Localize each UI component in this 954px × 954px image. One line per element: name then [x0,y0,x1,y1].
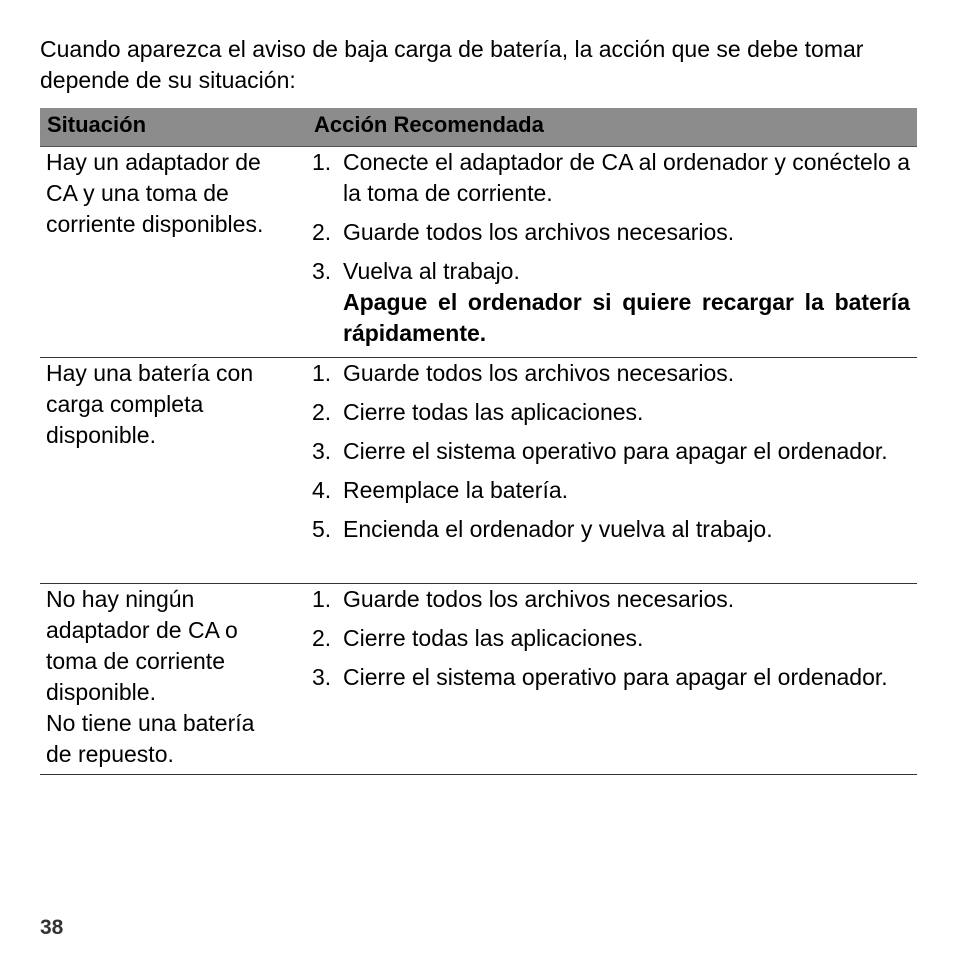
action-cell [312,584,917,774]
step-number: 1. [312,586,332,612]
intro-paragraph: Cuando aparezca el aviso de baja carga de batería, la acción que se debe tomar depende de su situación: [40,36,864,93]
step-text: Guarde todos los archivos necesarios. [343,219,735,245]
step-text: Encienda el ordenador y vuelva al trabajo. [343,516,773,542]
situation-line: adaptador de CA o [46,617,238,643]
action-step [312,584,910,615]
step-text: Guarde todos los archivos necesarios. [343,360,735,386]
step-number: 3. [312,664,332,690]
action-step [312,397,910,428]
situation-line: carga completa [46,391,204,417]
table-row [40,147,917,358]
step-number: 3. [312,438,332,464]
action-step [312,475,910,506]
step-text: Cierre todas las aplicaciones. [343,399,644,425]
step-text: Cierre todas las aplicaciones. [343,625,644,651]
situation-line: disponible. [46,679,156,705]
situation-line: No tiene una batería [46,710,255,736]
action-cell [312,147,917,357]
battery-action-table [40,108,917,775]
step-number: 3. [312,258,332,284]
step-text: Conecte el adaptador de CA al ordenador y conéctelo a la toma de corriente. [343,149,910,206]
step-number: 2. [312,625,332,651]
step-number: 2. [312,399,332,425]
action-step [312,147,910,209]
action-cell [312,358,917,583]
action-step [312,256,910,349]
situation-line: disponible. [46,422,156,448]
situation-cell [40,147,312,357]
step-note-bold: Apague el ordenador si quiere recargar la batería rápidamente. [343,289,910,346]
table-header [40,108,917,147]
page-number: 38 [40,916,64,939]
step-number: 1. [312,360,332,386]
header-situation: Situación [47,112,147,137]
table-row [40,584,917,775]
step-text: Cierre el sistema operativo para apagar el ordenador. [343,664,888,690]
step-text: Cierre el sistema operativo para apagar el ordenador. [343,438,888,464]
situation-line: No hay ningún [46,586,195,612]
step-text: Reemplace la batería. [343,477,569,503]
action-step [312,662,910,693]
situation-line: CA y una toma de [46,180,229,206]
step-text: Vuelva al trabajo. [343,258,520,284]
situation-line: toma de corriente [46,648,225,674]
situation-line: corriente disponibles. [46,211,264,237]
table-row [40,358,917,584]
step-number: 5. [312,516,332,542]
header-recommended-action: Acción Recomendada [314,112,544,137]
step-number: 1. [312,149,332,175]
action-step [312,514,910,545]
action-step [312,623,910,654]
action-step [312,358,910,389]
step-text: Guarde todos los archivos necesarios. [343,586,735,612]
situation-cell [40,584,312,774]
situation-cell [40,358,312,583]
step-number: 4. [312,477,332,503]
situation-line: Hay un adaptador de [46,149,261,175]
action-step [312,436,910,467]
step-number: 2. [312,219,332,245]
situation-line: Hay una batería con [46,360,254,386]
situation-line: de repuesto. [46,741,174,767]
action-step [312,217,910,248]
